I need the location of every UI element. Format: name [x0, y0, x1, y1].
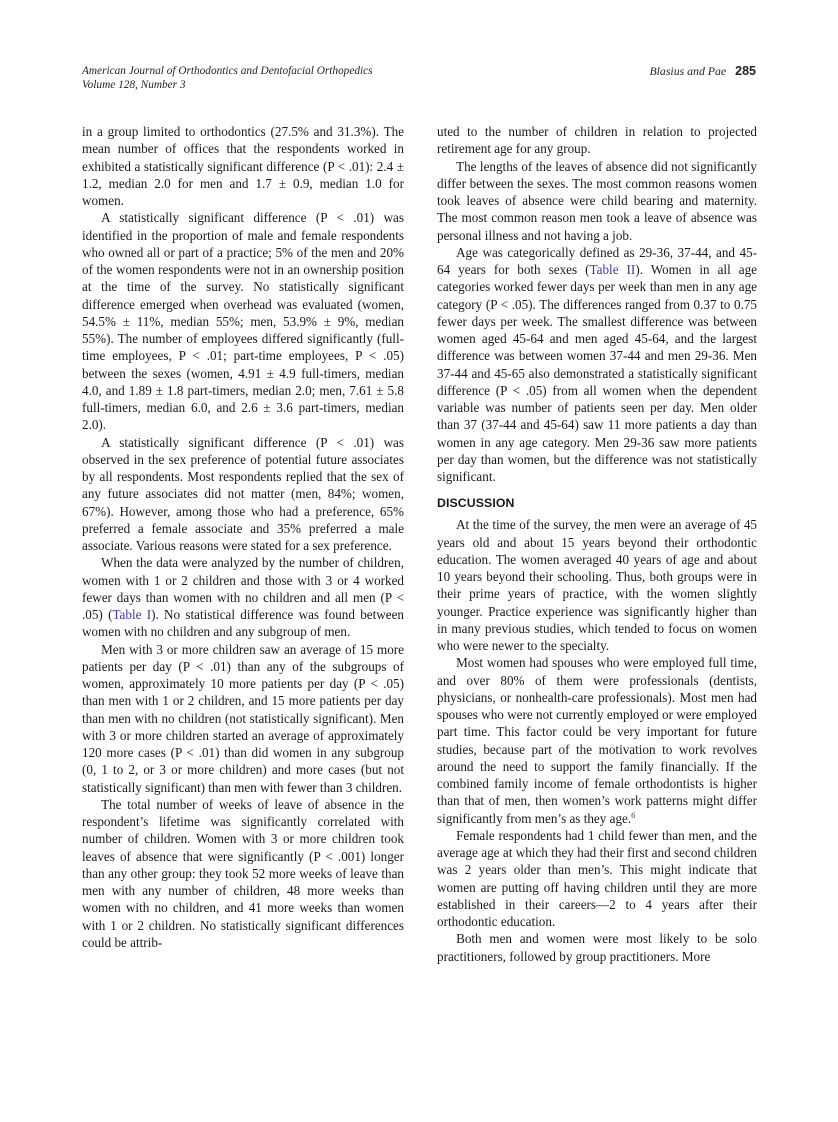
page-number: 285 [735, 64, 756, 78]
reference-6-link[interactable]: 6 [631, 809, 636, 820]
text-span: ). No statistical difference was found between women with no children and any subgroup of men. [82, 607, 404, 640]
section-heading-discussion: DISCUSSION [437, 496, 515, 511]
right-column [437, 123, 757, 965]
journal-title: American Journal of Orthodontics and Dentofacial Orthopedics [82, 65, 373, 77]
left-column [82, 123, 404, 951]
paragraph: A statistically significant difference (P < .01) was identified in the proportion of male and female respondents who owned all or part of a practice; 5% of the men and 20% of the women respondents were not in an ownership position at the time of the survey. No statistically significant difference emerged when overhead was evaluated (women, 54.5% ± 11%, median 55%; men, 53.9% ± 9%, median 55%). The number of employees differed significantly (full-time employees, P < .01; part-time employees, P < .05) between the sexes (women, 4.91 ± 4.9 full-timers, median 4.0, and 1.89 ± 1.8 part-timers, median 2.0; men, 7.61 ± 5.8 full-timers, median 6.0, and 2.6 ± 3.6 part-timers, median 2.0). [82, 210, 404, 433]
paragraph: The lengths of the leaves of absence did not significantly differ between the sexes. The most common reasons women took leaves of absence were child bearing and maternity. The most common reason men took a leave of absence was personal illness and not having a job. [437, 158, 757, 243]
paragraph: At the time of the survey, the men were an average of 45 years old and about 15 years beyond their orthodontic education. The women averaged 40 years of age and about 10 years beyond their schooling. Thus, both groups were in their prime years of practice, with the women slightly younger. Practice experience was significantly higher than in many previous studies, which tended to focus on women who were newer to the specialty. [437, 517, 757, 653]
table-i-link[interactable]: Table I [112, 607, 152, 622]
paragraph: Men with 3 or more children saw an average of 15 more patients per day (P < .01) than any of the subgroups of women, approximately 10 more patients per day (P < .05) than men with 1 or 2 children, and 15 more patients per day than men with no children (not statistically significant). Men with 3 or more children started an average of approximately 120 more cases (P < .01) than did women in any subgroup (0, 1 to 2, or 3 or more children) and more cases (but not statistically significant) than men with fewer than 3 children. [82, 641, 404, 795]
paragraph: uted to the number of children in relation to projected retirement age for any group. [437, 124, 757, 157]
text-span: ). Women in all age categories worked fewer days per week than men in any age category (P < .05). The differences ranged from 0.37 to 0.75 fewer days per week. The smallest difference was between women aged 45-64 and men aged 45-64, and the largest difference was between women 37-44 and men 29-36. Men 37-44 and 45-65 also demonstrated a statistically significant difference (P < .05) from all women when the dependent variable was number of patients seen per day. Men older than 37 (37-44 and 45-64) saw 11 more patients a day than women in any age category. Men 29-36 saw more patients per day than women, but the difference was not statistically significant. [437, 262, 757, 484]
text-span: When the data were analyzed by the number of children, women with 1 or 2 children and those with 3 or 4 worked fewer days than women with no children and all men (P < .05) ( [82, 555, 404, 622]
running-header-journal [82, 64, 373, 92]
paragraph: Both men and women were most likely to be solo practitioners, followed by group practitioners. More [437, 931, 757, 964]
paragraph [437, 244, 757, 486]
paragraph: Female respondents had 1 child fewer than men, and the average age at which they had their first and second children was 2 years older than men’s. This might indicate that women are putting off having children until they are more established in their careers—2 to 4 years after their orthodontic education. [437, 827, 757, 929]
paragraph: A statistically significant difference (P < .01) was observed in the sex preference of potential future associates by all respondents. Most respondents replied that the sex of any future associates did not matter (men, 84%; women, 67%). However, among those who had a preference, 65% preferred a female associate and 35% preferred a male associate. Various reasons were stated for a sex preference. [82, 434, 404, 553]
running-authors: Blasius and Pae [649, 64, 727, 78]
running-header-page [649, 64, 756, 78]
paragraph: The total number of weeks of leave of absence in the respondent’s lifetime was significantly correlated with number of children. Women with 3 or more children took leaves of absence that were significantly (P < .001) longer than any other group: they took 52 more weeks of leave than men with any number of children, 48 more weeks than women with no children, and 41 more weeks than women with 1 or 2 children. No statistically significant differences could be attrib- [82, 796, 404, 950]
paragraph: in a group limited to orthodontics (27.5% and 31.3%). The mean number of offices that the respondents worked in exhibited a statistically significant difference (P < .01): 2.4 ± 1.2, median 2.0 for men and 1.7 ± 0.9, median 1.0 for women. [82, 124, 404, 208]
paragraph [82, 554, 404, 640]
journal-volume: Volume 128, Number 3 [82, 79, 186, 91]
text-span: Most women had spouses who were employed full time, and over 80% of them were professionals (dentists, physicians, or nonhealth-care professionals). Most men had spouses who were not currently employed or were employed part time. This factor could be very important for future studies, because part of the motivation to work revolves around the need to support the family financially. If the combined family income of female orthodontists is higher than that of men, then women’s work patterns might differ significantly from men’s as they age. [437, 655, 757, 826]
table-ii-link[interactable]: Table II [589, 262, 636, 277]
text-span: Age was categorically defined as 29-36, 37-44, and 45-64 years for both sexes ( [437, 244, 757, 277]
paragraph [437, 654, 757, 827]
